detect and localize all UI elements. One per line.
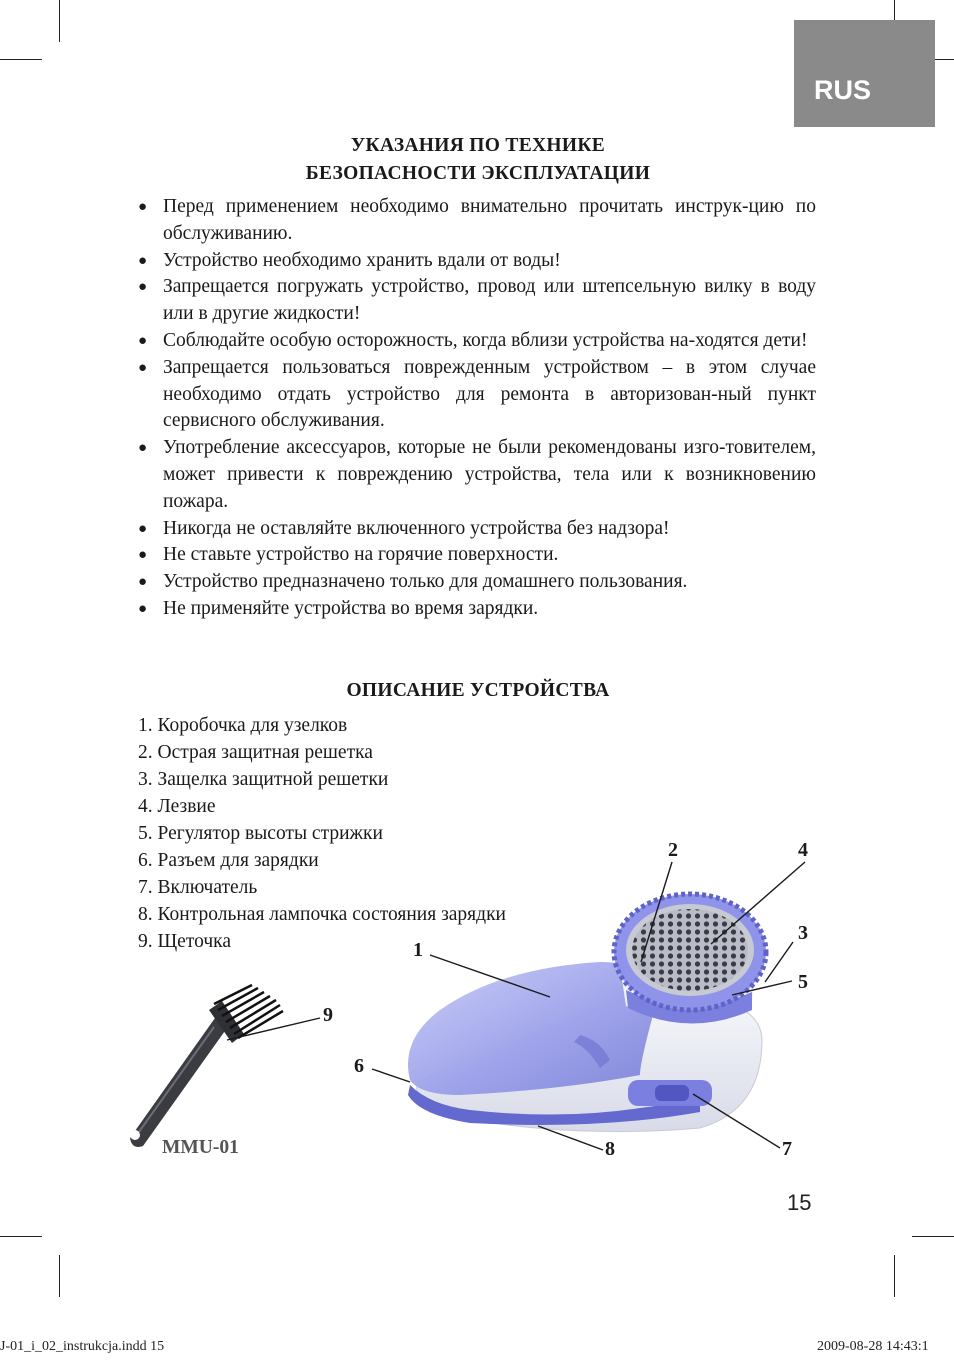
part-item: 5. Регулятор высоты стрижки — [138, 823, 383, 844]
callout-8: 8 — [605, 1138, 615, 1160]
part-item: 9. Щеточка — [138, 931, 231, 952]
safety-item: ● Никогда не оставляйте включенного устройства без надзора! — [138, 516, 816, 543]
slug-filename: J-01_i_02_instrukcja.indd 15 — [0, 1339, 165, 1354]
safety-item: ● Перед применением необходимо внимательно прочитать инструк-цию по обслуживанию. — [138, 196, 816, 244]
bullet-icon: ● — [138, 332, 148, 349]
bullet-icon: ● — [138, 574, 148, 591]
bullet-icon: ● — [138, 252, 148, 269]
brush-drawing — [130, 985, 283, 1147]
safety-item: ● Запрещается пользоваться поврежденным устройством – в этом случае необходимо отдать устройство для ремонта в авторизован-ный пункт сервисного обслуживания. — [138, 356, 816, 432]
callout-3: 3 — [798, 922, 808, 944]
safety-heading-line2: БЕЗОПАСНОСТИ ЭКСПЛУАТАЦИИ — [305, 163, 651, 184]
safety-item: ● Устройство предназначено только для домашнего пользования. — [138, 569, 816, 596]
callout-4: 4 — [798, 839, 808, 861]
part-item: 8. Контрольная лампочка состояния зарядки — [138, 904, 506, 925]
bullet-icon: ● — [138, 440, 148, 457]
callout-6: 6 — [354, 1055, 364, 1077]
part-item: 2. Острая защитная решетка — [138, 742, 373, 763]
callout-1: 1 — [413, 939, 423, 961]
callout-5: 5 — [798, 971, 808, 993]
language-tab: RUS — [794, 20, 935, 127]
slug-timestamp: 2009-08-28 14:43:1 — [817, 1339, 929, 1354]
page-number: 15 — [787, 1190, 812, 1215]
bullet-icon: ● — [138, 359, 148, 376]
part-item: 4. Лезвие — [138, 796, 216, 817]
bullet-icon: ● — [138, 279, 148, 296]
safety-item: ● Соблюдайте особую осторожность, когда вблизи устройства на-ходятся дети! — [138, 328, 816, 355]
safety-item: ● Не применяйте устройства во время зарядки. — [138, 596, 816, 623]
callout-2: 2 — [668, 839, 678, 861]
callout-7: 7 — [782, 1138, 792, 1160]
part-item: 7. Включатель — [138, 877, 258, 898]
part-item: 3. Защелка защитной решетки — [138, 769, 389, 790]
model-label: MMU-01 — [162, 1137, 239, 1158]
part-item: 1. Коробочка для узелков — [138, 715, 348, 736]
bullet-icon: ● — [138, 199, 148, 215]
description-heading: ОПИСАНИЕ УСТРОЙСТВА — [346, 680, 610, 701]
bullet-icon: ● — [138, 520, 148, 537]
callout-9: 9 — [323, 1004, 333, 1026]
safety-heading-line1: УКАЗАНИЯ ПО ТЕХНИКЕ — [350, 135, 606, 156]
safety-item: ● Запрещается погружать устройство, провод или штепсельную вилку в воду или в другие жидкости! — [138, 276, 816, 325]
bullet-icon: ● — [138, 600, 148, 617]
lint-remover-drawing — [408, 894, 766, 1132]
bullet-icon: ● — [138, 547, 148, 564]
safety-item: ● Устройство необходимо хранить вдали от воды! — [138, 248, 816, 275]
part-item: 6. Разъем для зарядки — [138, 850, 319, 871]
safety-item: ● Употребление аксессуаров, которые не были рекомендованы изго-товителем, может привести к повреждению устройства, тела или к возникновению пожара. — [138, 437, 816, 512]
safety-item: ● Не ставьте устройство на горячие поверхности. — [138, 542, 816, 569]
